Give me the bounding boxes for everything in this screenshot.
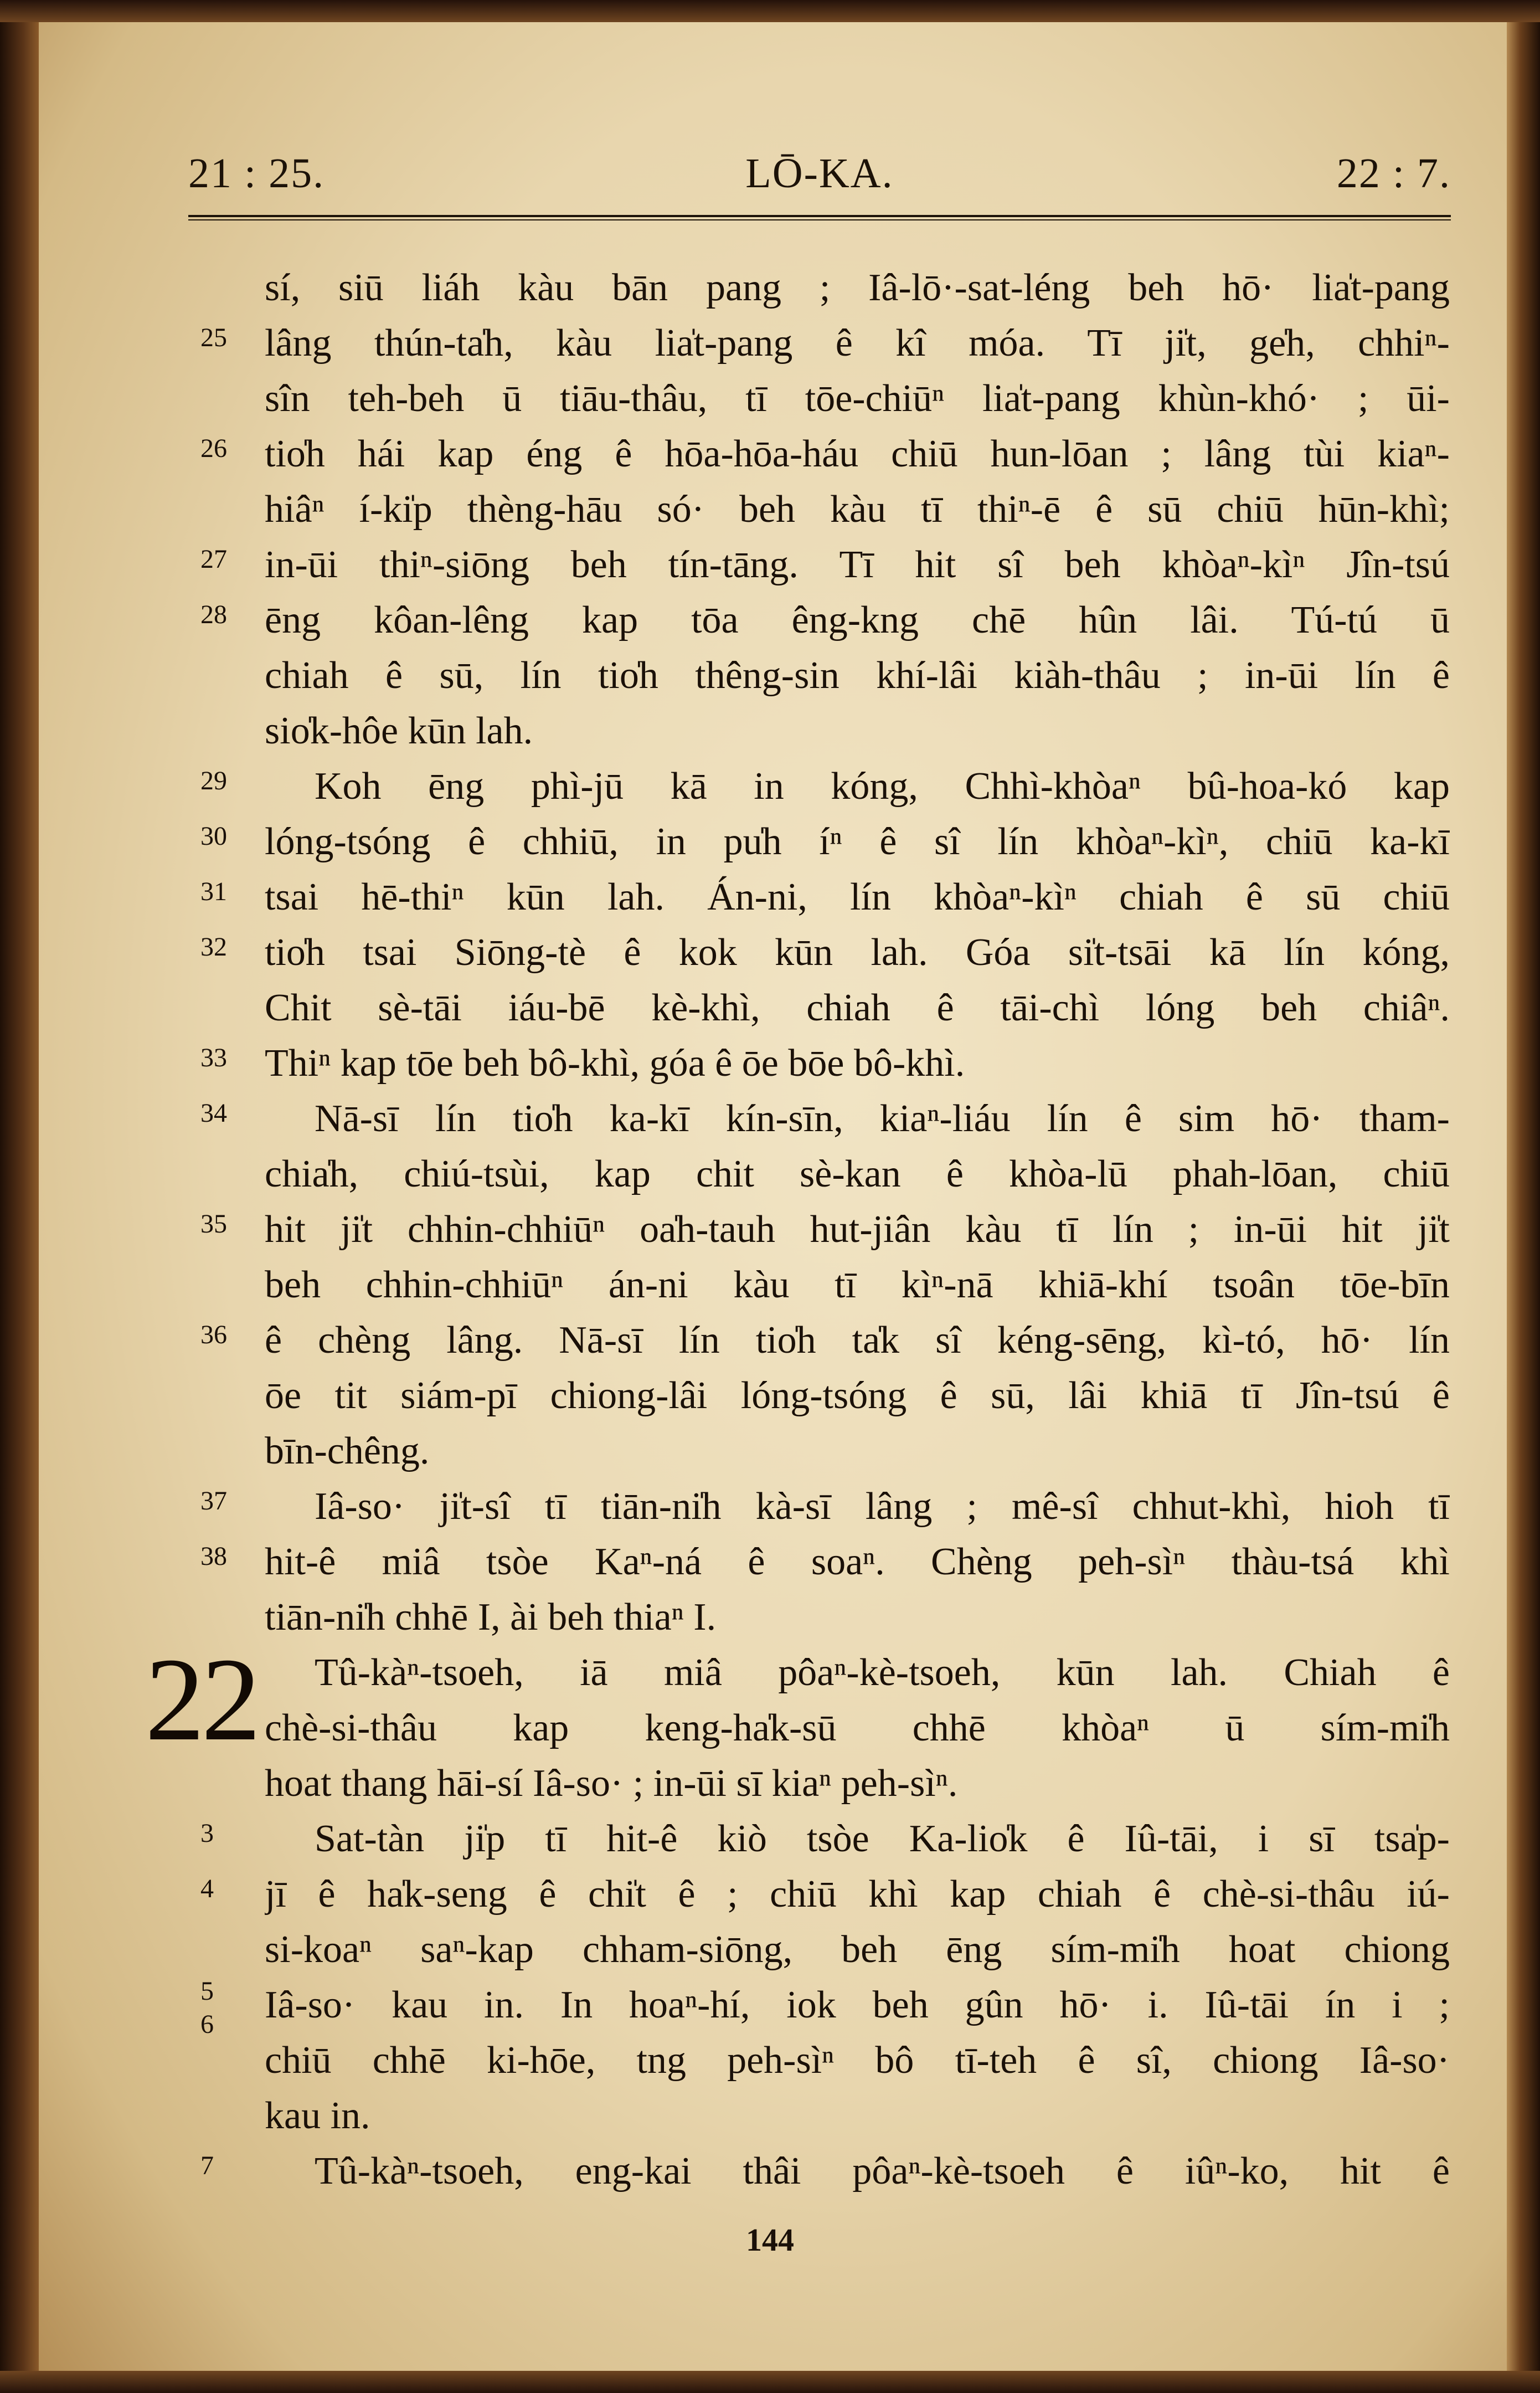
- verse-number: 4: [200, 1874, 214, 1903]
- text-line: ōe tit siám-pī chiong-lâi lóng-tsóng ê sū, lâi khiā tī Jîn-tsú ê: [265, 1374, 1450, 1417]
- text-line: chia̍h, chiú-tsùi, kap chit sè-kan ê khòa-lū phah-lōan, chiū: [265, 1153, 1450, 1195]
- text-line: sîn teh-beh ū tiāu-thâu, tī tōe-chiūⁿ lia̍t-pang khùn-khó· ; ūi-: [265, 377, 1450, 420]
- verse-number: 34: [200, 1098, 227, 1128]
- text-line: in-ūi thiⁿ-siōng beh tín-tāng. Tī hit sî beh khòaⁿ-kìⁿ Jîn-tsú: [265, 543, 1450, 586]
- verse-number: 28: [200, 600, 227, 629]
- text-line: hit ji̍t chhin-chhiūⁿ oa̍h-tauh hut-jiân kàu tī lín ; in-ūi hit ji̍t: [265, 1208, 1450, 1251]
- verse-number: 29: [200, 766, 227, 795]
- verse-number: 31: [200, 877, 227, 906]
- text-line: hoat thang hāi-sí Iâ-so· ; in-ūi sī kiaⁿ peh-sìⁿ.: [265, 1762, 958, 1805]
- text-line: Chit sè-tāi iáu-bē kè-khì, chiah ê tāi-chì lóng beh chiâⁿ.: [265, 987, 1450, 1029]
- text-line: Iâ-so· kau in. In hoaⁿ-hí, iok beh gûn hō· i. Iû-tāi ín i ;: [265, 1984, 1450, 2026]
- text-line: lóng-tsóng ê chhiū, in pu̍h íⁿ ê sî lín khòaⁿ-kìⁿ, chiū ka-kī: [265, 820, 1450, 863]
- verse-number: 33: [200, 1043, 227, 1072]
- verse-number: 38: [200, 1542, 227, 1571]
- verse-number: 27: [200, 545, 227, 574]
- verse-number: 36: [200, 1320, 227, 1349]
- chapter-number: 22: [145, 1633, 257, 1765]
- text-line: chiah ê sū, lín tio̍h thêng-sin khí-lâi kiàh-thâu ; in-ūi lín ê: [265, 654, 1450, 697]
- text-line: tio̍h hái kap éng ê hōa-hōa-háu chiū hun-lōan ; lâng tùi kiaⁿ-: [265, 433, 1450, 475]
- text-line: lâng thún-ta̍h, kàu lia̍t-pang ê kî móa. Tī ji̍t, ge̍h, chhiⁿ-: [265, 322, 1450, 364]
- header-end-reference: 22 : 7.: [1336, 150, 1451, 197]
- verse-number: 5: [200, 1976, 214, 2006]
- text-line: Tû-kàⁿ-tsoeh, iā miâ pôaⁿ-kè-tsoeh, kūn lah. Chiah ê: [315, 1651, 1450, 1694]
- text-line: sí, siū liáh kàu bān pang ; Iâ-lō·-sat-léng beh hō· lia̍t-pang: [265, 266, 1450, 309]
- text-line: hit-ê miâ tsòe Kaⁿ-ná ê soaⁿ. Chèng peh-sìⁿ thàu-tsá khì: [265, 1540, 1450, 1583]
- text-line: jī ê ha̍k-seng ê chi̍t ê ; chiū khì kap chiah ê chè-si-thâu iú-: [265, 1873, 1450, 1916]
- text-line: tsai hē-thiⁿ kūn lah. Án-ni, lín khòaⁿ-kìⁿ chiah ê sū chiū: [265, 876, 1450, 918]
- text-line: beh chhin-chhiūⁿ án-ni kàu tī kìⁿ-nā khiā-khí tsoân tōe-bīn: [265, 1264, 1450, 1306]
- verse-number: 32: [200, 932, 227, 962]
- text-line: chiū chhē ki-hōe, tng peh-sìⁿ bô tī-teh ê sî, chiong Iâ-so·: [265, 2039, 1450, 2082]
- text-line: chè-si-thâu kap keng-ha̍k-sū chhē khòaⁿ ū sím-mi̍h: [265, 1707, 1450, 1749]
- text-line: ê chèng lâng. Nā-sī lín tio̍h ta̍k sî kéng-sēng, kì-tó, hō· lín: [265, 1319, 1450, 1362]
- verse-number: 3: [200, 1819, 214, 1848]
- text-line: kau in.: [265, 2094, 370, 2137]
- text-line: hiâⁿ í-ki̍p thèng-hāu só· beh kàu tī thiⁿ-ē ê sū chiū hūn-khì;: [265, 488, 1450, 531]
- text-line: tiān-ni̍h chhē I, ài beh thiaⁿ I.: [265, 1596, 717, 1639]
- verse-number: 6: [200, 2010, 214, 2039]
- page-number: 144: [746, 2222, 794, 2258]
- header-book-title: LŌ-KA.: [745, 150, 894, 197]
- verse-number: 26: [200, 434, 227, 463]
- verse-number: 30: [200, 821, 227, 851]
- text-line: tio̍h tsai Siōng-tè ê kok kūn lah. Góa si̍t-tsāi kā lín kóng,: [265, 931, 1450, 974]
- verse-number: 35: [200, 1209, 227, 1239]
- text-line: Iâ-so· ji̍t-sî tī tiān-ni̍h kà-sī lâng ; mê-sî chhut-khì, hioh tī: [315, 1485, 1450, 1528]
- text-line: Sat-tàn ji̍p tī hit-ê kiò tsòe Ka-lio̍k ê Iû-tāi, i sī tsa̍p-: [315, 1817, 1450, 1860]
- verse-number: 37: [200, 1486, 227, 1516]
- text-line: Nā-sī lín tio̍h ka-kī kín-sīn, kiaⁿ-liáu lín ê sim hō· tham-: [315, 1097, 1450, 1140]
- text-line: si-koaⁿ saⁿ-kap chham-siōng, beh ēng sím-mi̍h hoat chiong: [265, 1928, 1450, 1971]
- text-line: Koh ēng phì-jū kā in kóng, Chhì-khòaⁿ bû-hoa-kó kap: [315, 765, 1450, 808]
- verse-number: 25: [200, 323, 227, 352]
- header-start-reference: 21 : 25.: [188, 150, 325, 197]
- text-line: bīn-chêng.: [265, 1430, 430, 1472]
- text-line: Tû-kàⁿ-tsoeh, eng-kai thâi pôaⁿ-kè-tsoeh ê iûⁿ-ko, hit ê: [315, 2150, 1450, 2192]
- text-line: ēng kôan-lêng kap tōa êng-kng chē hûn lâi. Tú-tú ū: [265, 599, 1450, 641]
- text-line: Thiⁿ kap tōe beh bô-khì, góa ê ōe bōe bô-khì.: [265, 1042, 965, 1085]
- verse-number: 7: [200, 2151, 214, 2180]
- text-line: sio̍k-hôe kūn lah.: [265, 710, 533, 752]
